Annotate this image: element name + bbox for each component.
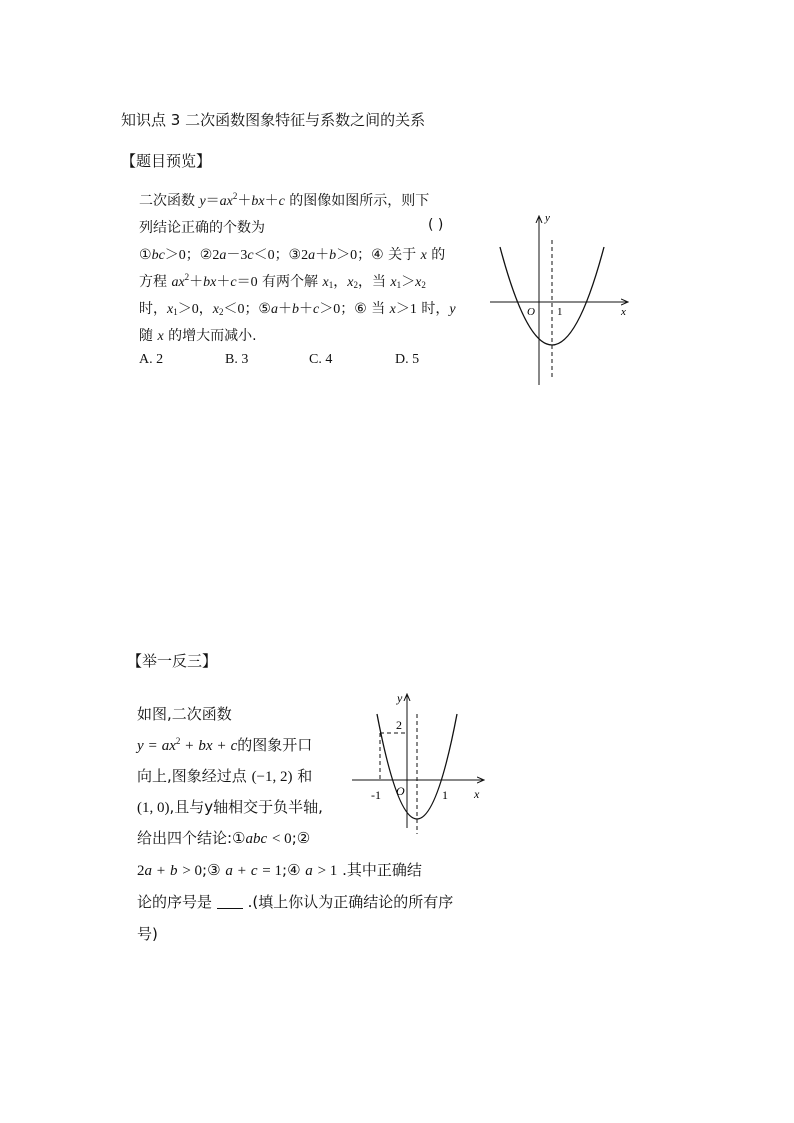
option-b: B. 3 [225,352,249,367]
y-axis-label: y [545,212,550,224]
option-a: A. 2 [139,352,164,367]
preview-header: 【题目预览】 [121,152,212,170]
problem-2-line-5: 给出四个结论:①abc < 0;② [137,829,311,847]
tick-label-neg1: -1 [371,788,381,802]
tick-label-1: 1 [442,788,448,802]
problem-2-line-7: 论的序号是 .(填上你认为正确结论的所有序 [137,893,454,911]
answer-blank[interactable] [217,894,243,909]
answer-paren: ( ) [428,217,444,233]
problem-2-line-2: $y = ax^2$ + bx + c的图象开口 [137,736,313,754]
option-c: C. 4 [309,352,333,367]
section-title: 知识点 3 二次函数图象特征与系数之间的关系 [121,111,426,129]
parabola-graph-2 [350,688,490,838]
problem-1-line-3: ①bc＞0；②2a－3c＜0；③2a＋b＞0；④ 关于 x 的 [139,247,446,263]
example-header: 【举一反三】 [127,652,218,670]
problem-2-line-1: 如图,二次函数 [137,705,232,723]
tick-label-1: 1 [557,306,563,318]
problem-2-line-4: (1, 0),且与y轴相交于负半轴, [137,798,323,816]
tick-label-2: 2 [396,718,402,732]
origin-label: O [396,784,405,798]
problem-2-line-8: 号) [137,925,158,943]
option-d: D. 5 [395,352,420,367]
x-axis-label: x [474,787,480,801]
parabola-graph-1 [485,205,645,390]
problem-1-line-1: 二次函数 $y=ax^2+bx+c$ 的图像如图所示，则下 [139,191,430,209]
y-axis-label: y [397,691,403,705]
origin-label: O [527,306,535,318]
problem-2-line-6: 2a + b > 0;③ a + c = 1;④ a > 1 .其中正确结 [137,861,422,879]
problem-1-line-4: 方程 $ax^2+bx+c=0$ 有两个解 $x_1$，$x_2$，当 $x_1>x_2$ [139,272,426,290]
problem-1-line-6: 随 x 的增大而减小. [139,328,257,344]
problem-1-line-2: 列结论正确的个数为 [139,220,265,236]
x-axis-label: x [621,306,626,318]
problem-2-line-3: 向上,图象经过点 (−1, 2) 和 [137,767,313,785]
problem-1-line-5: 时，$x_1>0$，$x_2<0$；⑤a＋b＋c＞0；⑥ 当 x＞1 时，y [139,301,456,317]
